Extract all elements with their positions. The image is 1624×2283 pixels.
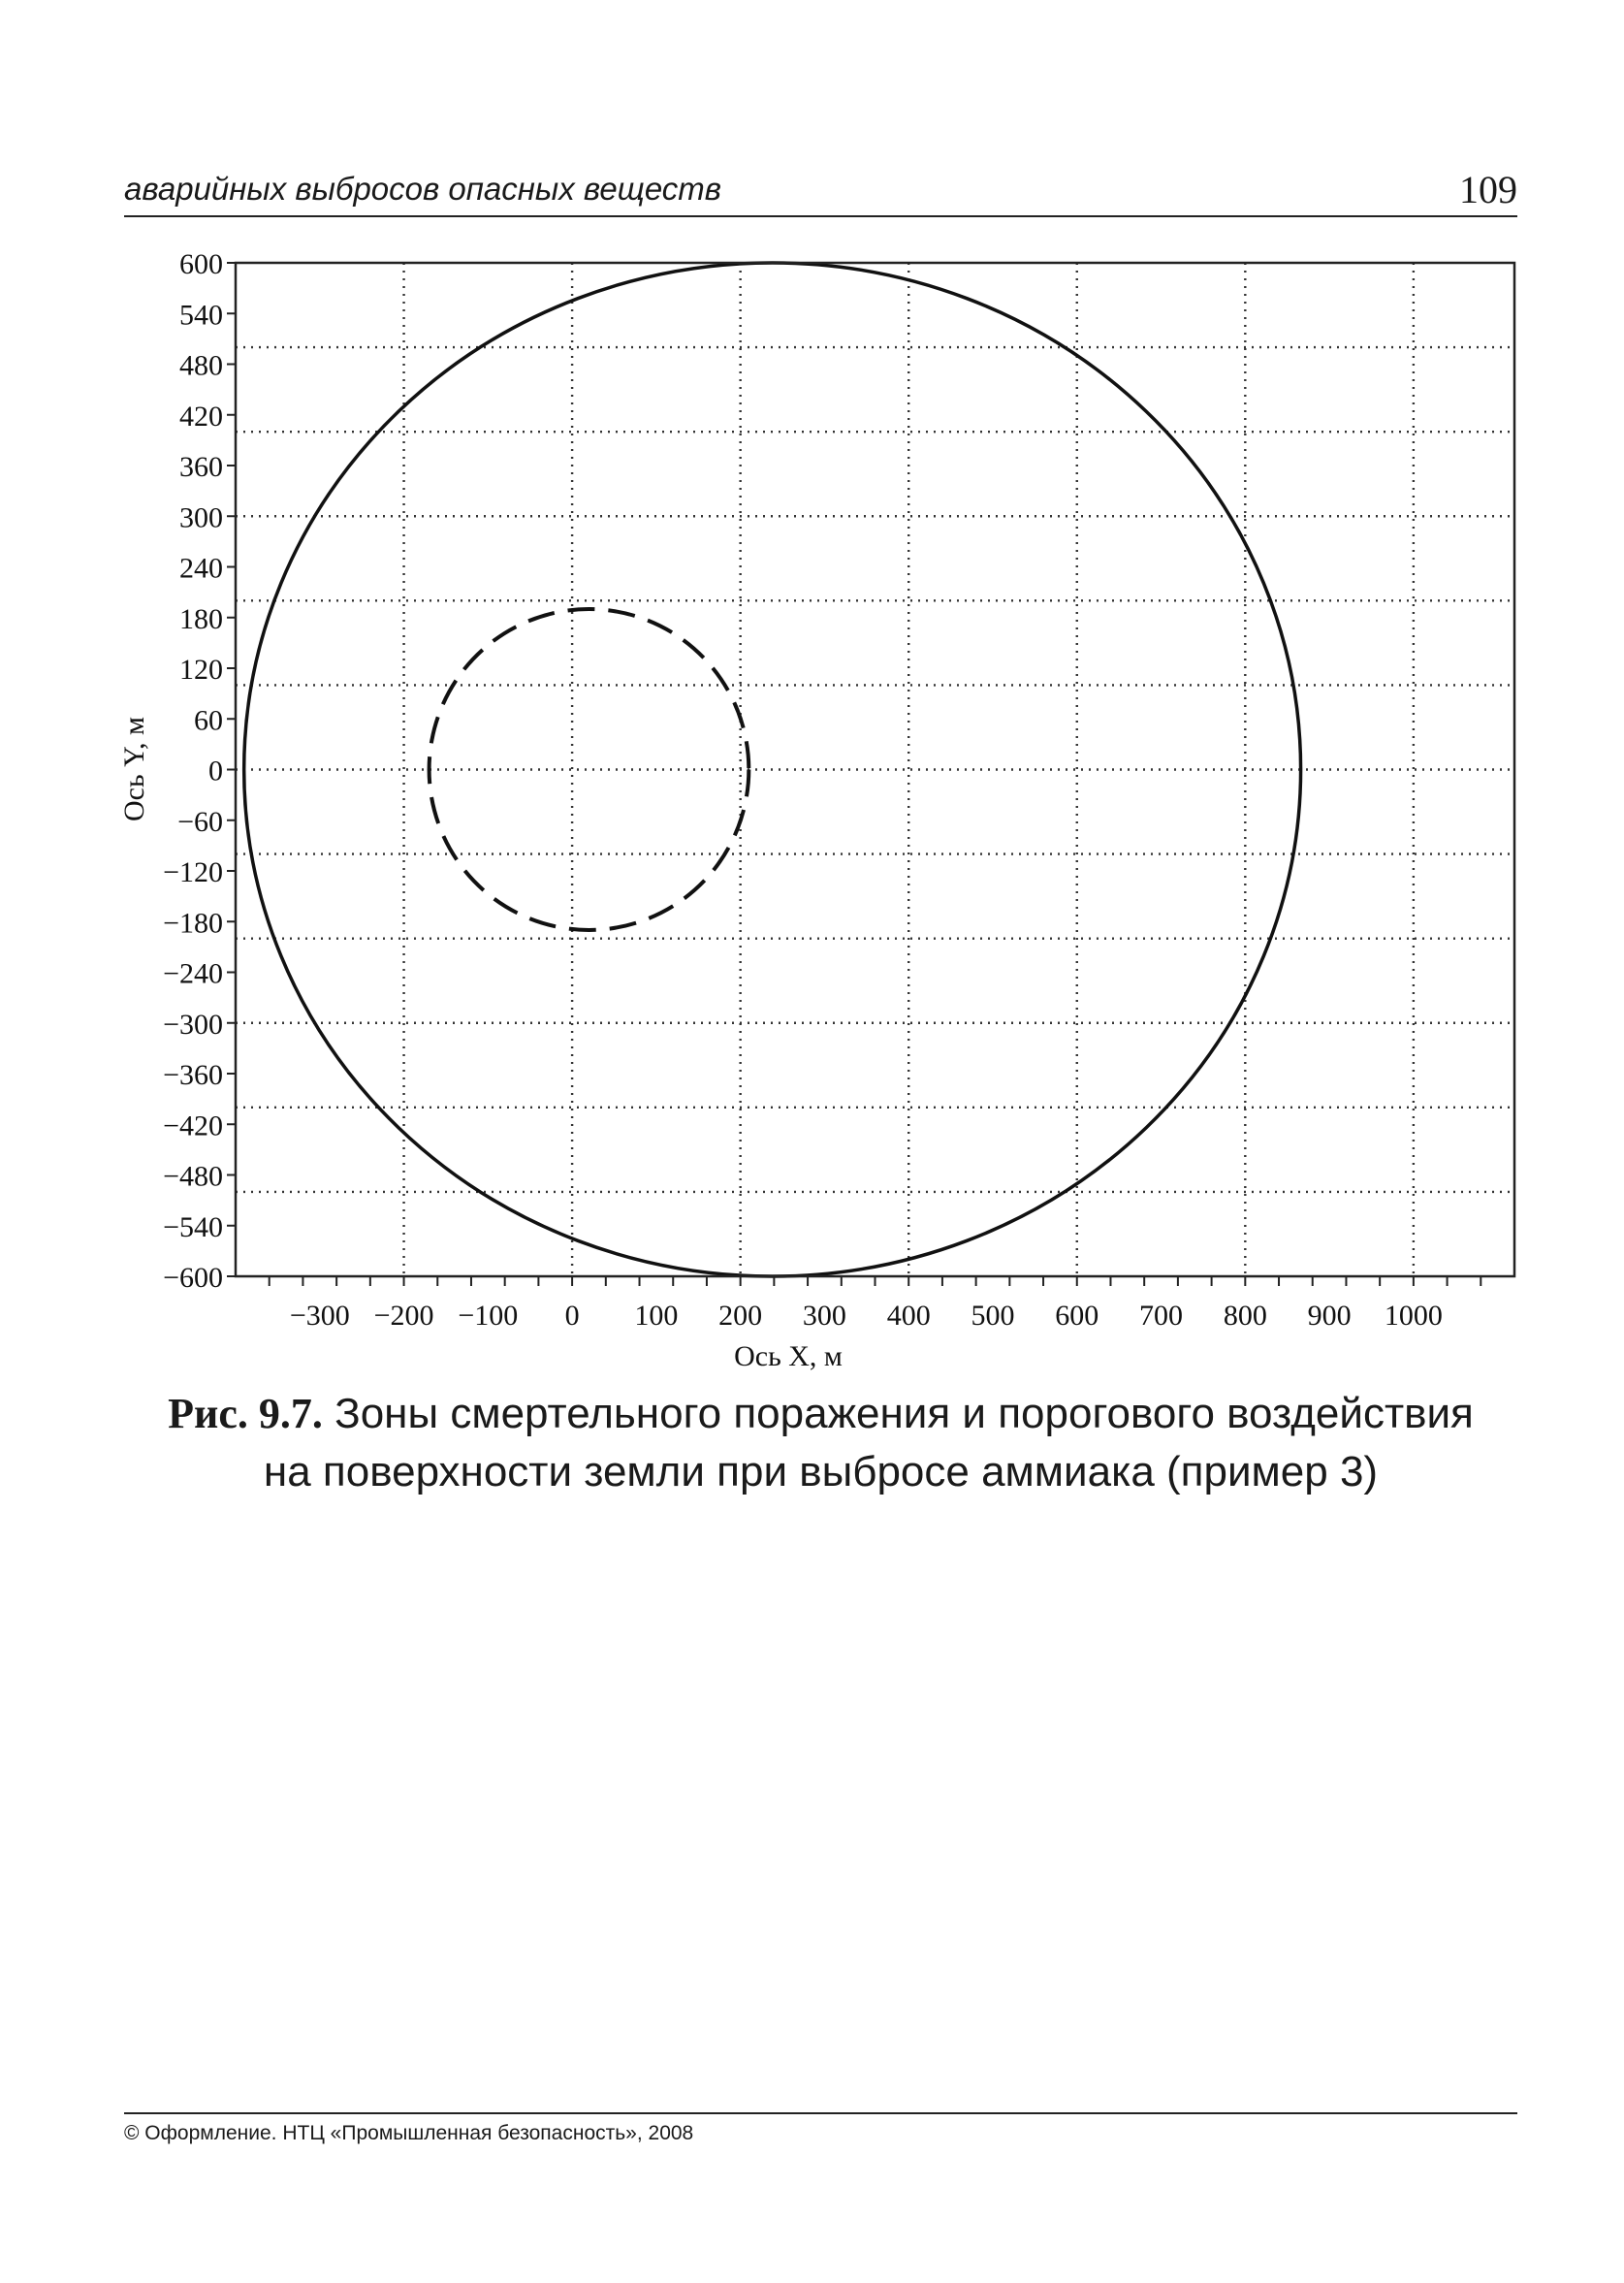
y-tick-label: 120 — [179, 654, 223, 686]
y-tick-label: −180 — [163, 907, 223, 940]
y-tick-label: 300 — [179, 501, 223, 534]
x-tick-label: −300 — [289, 1300, 350, 1332]
x-tick-label: −100 — [458, 1300, 519, 1332]
y-tick-label: 420 — [179, 400, 223, 433]
y-tick-label: −480 — [163, 1160, 223, 1193]
y-tick-label: 180 — [179, 602, 223, 635]
axis-ticks — [227, 263, 1481, 1286]
x-tick-label: 400 — [886, 1300, 931, 1332]
y-tick-label: 0 — [208, 755, 223, 788]
y-tick-label: 480 — [179, 349, 223, 382]
x-tick-label: 300 — [802, 1300, 846, 1332]
y-tick-label: 600 — [179, 248, 223, 280]
footer-rule — [124, 2112, 1517, 2114]
x-tick-label: 0 — [564, 1300, 580, 1332]
y-tick-label: 240 — [179, 552, 223, 585]
page-number: 109 — [1459, 168, 1517, 211]
y-tick-label: −420 — [163, 1109, 223, 1142]
x-tick-label: 500 — [971, 1300, 1015, 1332]
y-tick-label: 540 — [179, 299, 223, 332]
x-tick-label: 900 — [1307, 1300, 1352, 1332]
caption-line-2: на поверхности земли при выбросе аммиака (пример 3) — [263, 1448, 1379, 1495]
y-tick-label: 60 — [194, 704, 223, 737]
y-tick-label: −360 — [163, 1059, 223, 1091]
y-tick-label: −240 — [163, 957, 223, 990]
y-tick-label: −540 — [163, 1210, 223, 1243]
y-tick-label: 360 — [179, 451, 223, 483]
x-tick-label: 700 — [1139, 1300, 1184, 1332]
x-tick-label: 600 — [1055, 1300, 1099, 1332]
x-axis-title: Ось X, м — [734, 1340, 843, 1372]
tick-labels — [163, 248, 1443, 1332]
y-tick-label: −300 — [163, 1008, 223, 1041]
running-header-title: аварийных выбросов опасных веществ — [124, 171, 722, 207]
x-tick-label: −200 — [373, 1300, 434, 1332]
footer-copyright: © Оформление. НТЦ «Промышленная безопасность», 2008 — [124, 2122, 694, 2144]
caption-text-1: Зоны смертельного поражения и порогового воздействия — [334, 1390, 1474, 1437]
x-tick-label: 800 — [1223, 1300, 1267, 1332]
x-tick-label: 1000 — [1384, 1300, 1443, 1332]
y-tick-label: −60 — [177, 805, 223, 838]
y-tick-label: −600 — [163, 1262, 223, 1294]
caption-line-1 — [124, 1385, 1517, 1443]
y-tick-label: −120 — [163, 856, 223, 888]
x-tick-label: 200 — [718, 1300, 763, 1332]
caption-label: Рис. 9.7. — [168, 1390, 323, 1437]
x-tick-label: 100 — [634, 1300, 679, 1332]
figure-caption — [124, 1385, 1517, 1501]
y-axis-title: Ось Y, м — [118, 717, 150, 821]
